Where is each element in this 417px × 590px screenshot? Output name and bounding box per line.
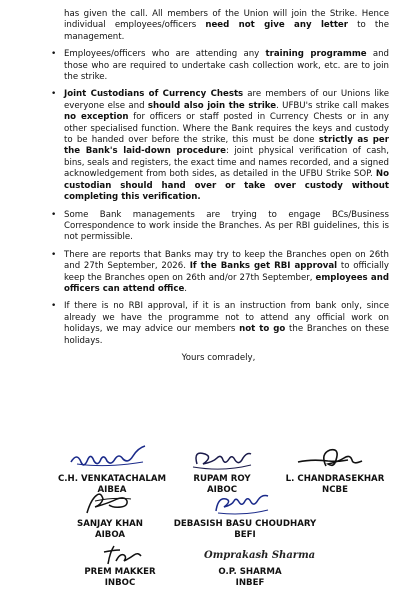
signatory-org: BEFI [234,530,256,540]
bullet-text: There are reports that Banks may try to keep the Branches open on 26th and 27th September, 2026. [64,249,389,272]
bullet-bold: employees and officers can attend office [64,272,389,294]
signature-image [290,446,380,472]
bullet-text: to officially keep the Branches open on 26th and/or 27th September, [64,261,389,283]
signatory-name: C.H. VENKATACHALAM [57,474,167,484]
signatory-debasish [170,491,320,541]
bullet-bold: No custodian should hand over or take over custody without completing this verification. [64,169,389,203]
bullet-bold: If the Banks get RBI approval [189,261,338,272]
bullet-bold: training programme [265,49,367,60]
signatory-op-sharma [190,543,316,589]
bullet-bold: Joint Custodians of Currency Chests [64,89,244,100]
signatory-name: SANJAY KHAN [77,519,143,529]
intro-bold-1: need not give any letter [205,20,349,31]
bullet-text: Employees/officers who are attending any [64,49,266,60]
bullet-bold: not to go [239,324,286,335]
intro-text-1: has given the call. All members of the Union will join the Strike. Hence individual employees/officers [64,9,389,31]
signatory-org: INBOC [104,578,136,588]
signatory-sanjay-khan [60,491,160,541]
signatory-name: L. CHANDRASEKHAR [285,474,385,484]
bullet-bold: should also join the strike [147,100,277,111]
bullet-text: for officers or staff posted in Currency Chests or in any other specialised function. Where the Bank requires the keys and custody to be handed over before the strike, this must be done [64,112,389,146]
signatory-org: NCBE [322,485,348,495]
signature-text: Omprakash Sharma [204,550,316,561]
signature-image [67,446,157,472]
bullet-text: the Branches on these holidays. [64,324,389,346]
intro-paragraph [64,9,389,43]
bullet-bold: strictly as per the Bank's laid-down procedure [64,135,389,157]
bullet-text: and those who are required to undertake cash collection work, etc. are to join the strike. [64,49,389,83]
signatory-name: DEBASISH BASU CHOUDHARY [173,519,317,529]
bullet-text: Some Bank managements are trying to engage BCs/Business Correspondence to work inside the Branches. As per RBI guidelines, this is not permissible. [64,209,389,243]
signatory-prem-makker [70,543,170,589]
signatory-chandrasekhar [280,446,390,496]
bullet-item-custodians [48,89,389,203]
signatory-name: RUPAM ROY [193,474,251,484]
closing-line: Yours comradely, [181,352,256,363]
signature-image [187,446,257,472]
bullet-item-bc [48,210,389,244]
bullet-text: If there is no RBI approval, if it is an instruction from bank only, since already we have the programme not to attend any official work on holidays, we may advice our members [64,301,389,335]
bullet-text: . [184,283,188,294]
bullet-item-branches-open [48,250,389,296]
bullet-text: are members of our Unions like everyone else and [64,89,389,111]
signatory-venkatachalam [52,446,172,496]
signature-image [210,491,280,517]
bullet-text: . UFBU's strike call makes [276,100,389,111]
signature-image [75,491,145,517]
signatory-name: O.P. SHARMA [218,567,282,577]
intro-text-2: to the management. [64,20,389,42]
bullet-bold: no exception [64,112,129,123]
signatory-name: PREM MAKKER [84,567,156,577]
signatory-org: AIBEA [97,485,127,495]
signature-image [90,543,150,565]
bullet-list [48,49,389,347]
signatory-org: AIBOC [206,485,237,495]
bullet-text: : joint physical verification of cash, bins, seals and registers, the exact time and names recorded, and a signed acknowledgement from both sides, as detailed in the UFBU Strike SOP. [64,146,389,180]
signatory-org: AIBOA [94,530,126,540]
signature-image [200,543,316,565]
signatory-org: INBEF [235,578,265,588]
bullet-item-no-rbi [48,301,389,347]
bullet-item-training [48,49,389,83]
signatory-rupam-roy [172,446,272,496]
